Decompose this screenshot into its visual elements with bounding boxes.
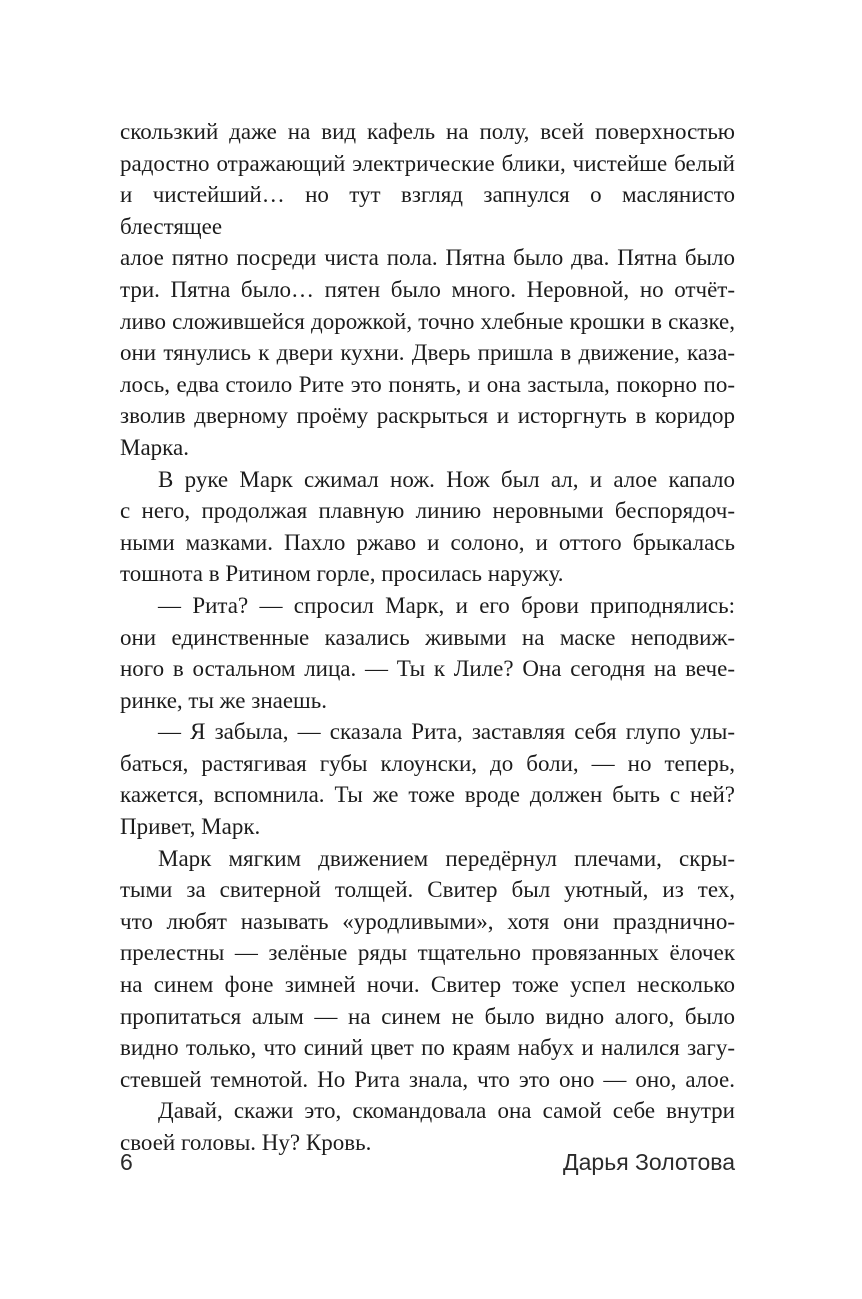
text-line: на синем фоне зимней ночи. Свитер тоже успел несколько [120, 972, 735, 998]
text-line: тыми за свитерной толщей. Свитер был уютный, из тех, [120, 877, 735, 903]
running-footer-author: Дарья Золотова [563, 1149, 735, 1175]
text-line: Марк мягким движением передёрнул плечами, скры- [158, 845, 735, 871]
text-line: — Я забыла, — сказала Рита, заставляя себя глупо улы- [158, 719, 735, 745]
text-line: Привет, Марк. [120, 814, 261, 840]
text-line: стевшей темнотой. Но Рита знала, что это оно — оно, алое. [120, 1066, 735, 1092]
text-line: они тянулись к двери кухни. Дверь пришла в движение, каза- [120, 340, 735, 366]
paragraph [120, 464, 735, 590]
text-line: кажется, вспомнила. Ты же тоже вроде должен быть с ней? [120, 782, 735, 808]
text-line: и чистейший… но тут взгляд запнулся о маслянисто блестящее [120, 182, 735, 239]
paragraph-dialogue [120, 716, 735, 842]
text-line: что любят называть «уродливыми», хотя они празднично- [120, 908, 735, 934]
text-line: Давай, скажи это, скомандовала она самой себе внутри [158, 1098, 735, 1124]
text-line: — Рита? — спросил Марк, и его брови приподнялись: [158, 592, 735, 618]
text-line: Марка. [120, 434, 189, 460]
text-line: с него, продолжая плавную линию неровными беспорядоч- [120, 498, 735, 524]
text-line: прелестны — зелёные ряды тщательно провязанных ёлочек [120, 940, 735, 966]
text-line: три. Пятна было… пятен было много. Неровной, но отчёт- [120, 276, 735, 302]
text-line: ного в остальном лица. — Ты к Лиле? Она сегодня на вече- [120, 656, 735, 682]
text-line: своей головы. Ну? Кровь. [120, 1130, 372, 1155]
text-line: алое пятно посреди чиста пола. Пятна было два. Пятна было [120, 245, 735, 271]
paragraph-dialogue [120, 590, 735, 716]
text-line: ливо сложившейся дорожкой, точно хлебные крошки в сказке, [120, 308, 735, 334]
text-line: видно только, что синий цвет по краям набух и налился загу- [120, 1035, 735, 1061]
page-footer [120, 1149, 735, 1176]
text-line: они единственные казались живыми на маске неподвиж- [120, 624, 735, 650]
paragraph [120, 843, 735, 1096]
text-line: В руке Марк сжимал нож. Нож был ал, и алое капало [158, 466, 735, 492]
text-line: скользкий даже на вид кафель на полу, всей поверхностью [120, 119, 735, 144]
text-line: пропитаться алым — на синем не было видно алого, было [120, 1003, 735, 1029]
page-number: 6 [120, 1149, 133, 1175]
text-line: радостно отражающий электрические блики, чистейше белый [120, 150, 735, 176]
text-line: лось, едва стоило Рите это понять, и она застыла, покорно по- [120, 371, 735, 397]
page-text-block [120, 116, 735, 1159]
text-line: тошнота в Ритином горле, просилась наружу. [120, 561, 564, 587]
text-line: зволив дверному проёму раскрыться и исторгнуть в коридор [120, 403, 735, 429]
paragraph [120, 116, 735, 464]
text-line: ринке, ты же знаешь. [120, 687, 327, 713]
text-line: ными мазками. Пахло ржаво и солоно, и оттого брыкалась [120, 529, 735, 555]
text-line: баться, растягивая губы клоунски, до боли, — но теперь, [120, 750, 735, 776]
